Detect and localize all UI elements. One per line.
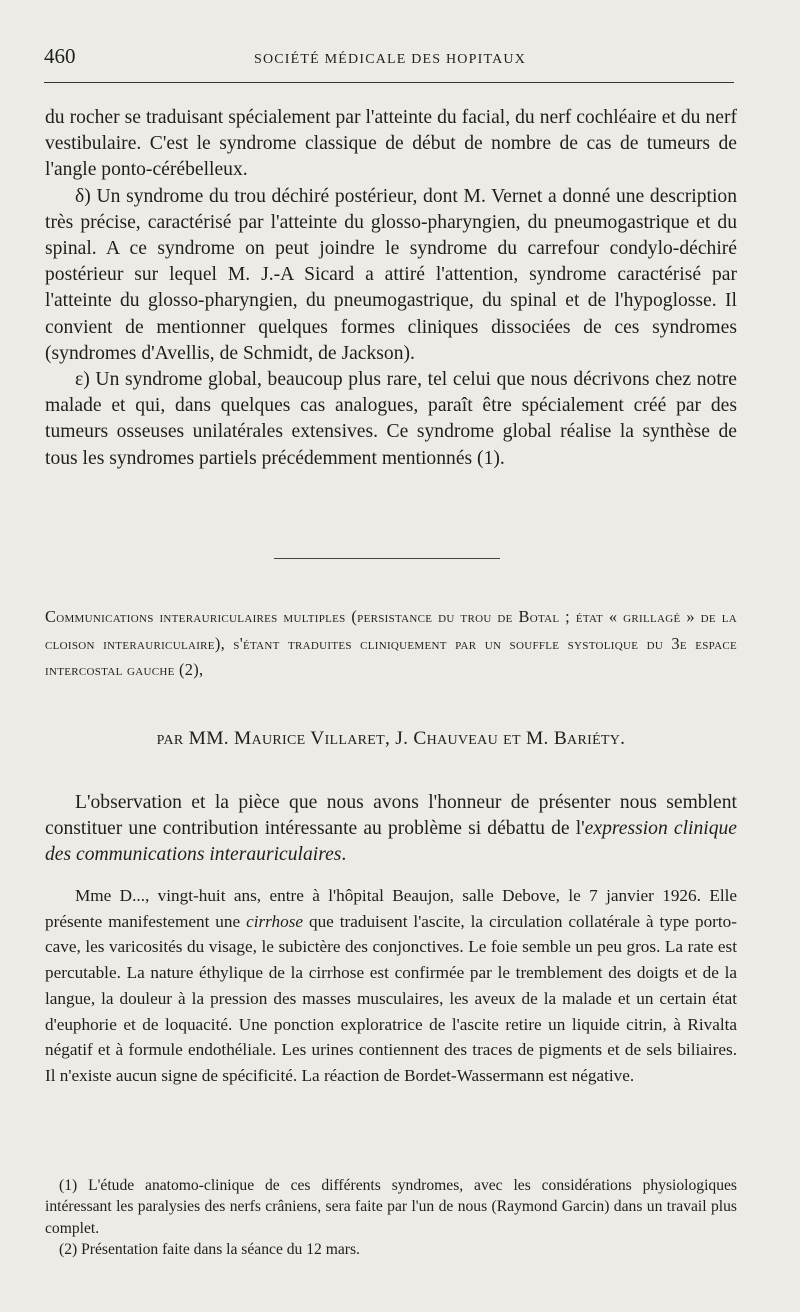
paragraph-delta-syndrome: δ) Un syndrome du trou déchiré postérieur, dont M. Vernet a donné une description très précise, caractérisé par l'atteinte du glosso-pharyngien, du pneumogastrique et du spinal. A ce syndrome on peut joindre le syndrome du carrefour condylo-déchiré postérieur sur lequel M. J.-A Sicard a attiré l'attention, syndrome caractérisé par l'atteinte du glosso-pharyngien, du pneumogastrique, du spinal et de l'hypoglosse. Il convient de mentionner quelques formes cliniques dissociées de ces syndromes (syndromes d'Avellis, de Schmidt, de Jackson). bbox=[45, 185, 737, 364]
header-rule bbox=[44, 82, 734, 83]
footnotes bbox=[45, 1175, 737, 1260]
article-title: Communications interauriculaires multiples (persistance du trou de Botal ; état « grillagé » de la cloison interauriculaire), s'étant traduites cliniquement par un souffle systolique du 3e espace intercostal gauche (2), bbox=[45, 607, 737, 679]
footnote-2-text: Présentation faite dans la séance du 12 mars. bbox=[81, 1240, 360, 1258]
page-number: 460 bbox=[44, 44, 76, 68]
observation-paragraph bbox=[45, 883, 737, 1089]
footnote-2-mark: (2) bbox=[59, 1240, 78, 1258]
page-header bbox=[44, 44, 736, 74]
footnote-2 bbox=[45, 1239, 737, 1260]
observation-italic-cirrhose: cirrhose bbox=[246, 911, 304, 931]
article-authors: par MM. Maurice Villaret, J. Chauveau et M. Bariéty. bbox=[156, 728, 626, 749]
previous-article-continuation bbox=[45, 105, 737, 472]
paragraph-rocher: du rocher se traduisant spécialement par l'atteinte du facial, du nerf cochléaire et du nerf vestibulaire. C'est le syndrome classique de début de nombre de cas de tumeurs de l'angle ponto-cérébelleux. bbox=[45, 107, 737, 181]
intro-paragraph bbox=[45, 790, 737, 869]
observation-text-rest: que traduisent l'ascite, la circulation collatérale à type porto-cave, les varicosités du visage, le subictère des conjonctives. Le foie semble un peu gros. La rate est percutable. La nature éthylique de la cirrhose est confirmée par le tremblement des doigts et de la langue, la douleur à la pression des masses musculaires, les aveux de la malade et un certain état d'euphorie et de loquacité. Une ponction exploratrice de l'ascite retire un liquide citrin, à Rivalta négatif et à formule endothéliale. Les urines contiennent des traces de pigments et de sels biliaires. Il n'existe aucun signe de spécificité. La réaction de Bordet-Wassermann est négative. bbox=[45, 911, 737, 1085]
footnote-1-mark: (1) bbox=[59, 1177, 78, 1194]
article-intro bbox=[45, 790, 737, 869]
footnote-1-text: L'étude anatomo-clinique de ces différents syndromes, avec les considérations physiologiques intéressant les paralysies des nerfs crâniens, sera faite par l'un de nous (Raymond Garcin) dans un travail plus complet. bbox=[45, 1177, 737, 1237]
intro-end: . bbox=[341, 844, 347, 866]
paragraph-epsilon-syndrome: ε) Un syndrome global, beaucoup plus rare, tel celui que nous décrivons chez notre malade et qui, dans quelques cas analogues, paraît être spécialement créé par des tumeurs osseuses unilatérales extensives. Ce syndrome global réalise la synthèse de tous les syndromes partiels précédemment mentionnés (1). bbox=[45, 369, 737, 469]
footnote-1 bbox=[45, 1175, 737, 1239]
intro-text: L'observation et la pièce que nous avons l'honneur de présenter nous semblent constituer une contribution intéressante au problème si débattu de l' bbox=[45, 792, 737, 840]
running-title: SOCIÉTÉ MÉDICALE DES HOPITAUX bbox=[253, 52, 527, 67]
intro-italic-phrase: expression clinique des communications interauriculaires bbox=[45, 818, 737, 866]
section-separator bbox=[274, 558, 500, 559]
case-observation bbox=[45, 883, 737, 1089]
observation-text-start: Mme D..., vingt-huit ans, entre à l'hôpital Beaujon, salle Debove, le 7 janvier 1926. Elle présente manifestement une bbox=[45, 886, 737, 931]
article-title-block bbox=[45, 604, 737, 684]
